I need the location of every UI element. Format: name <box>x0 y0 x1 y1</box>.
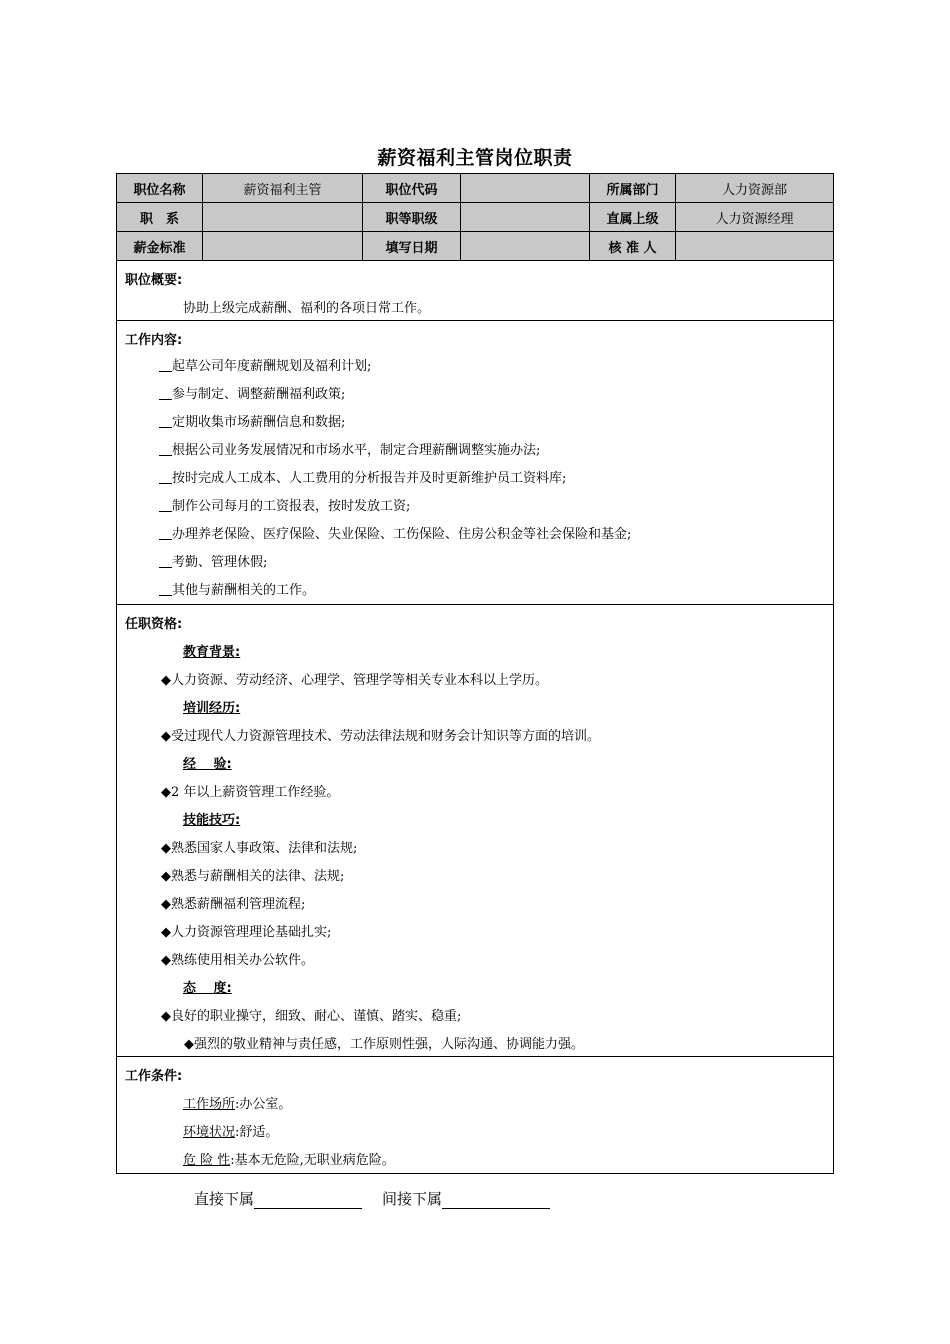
duty-item: 按时完成人工成本、人工费用的分析报告并及时更新维护员工资料库; <box>172 471 567 486</box>
header-row-2 <box>117 203 833 232</box>
label-salary-standard: 薪金标准 <box>117 232 203 260</box>
label-position-code: 职位代码 <box>363 174 461 202</box>
label-position-name: 职位名称 <box>117 174 203 202</box>
duty-item: 办理养老保险、医疗保险、失业保险、工伤保险、住房公积金等社会保险和基金; <box>172 527 632 542</box>
value-direct-supervisor: 人力资源经理 <box>676 203 833 231</box>
skill-item: ◆熟悉国家人事政策、法律和法规; <box>161 841 358 856</box>
duty-item: 考勤、管理休假; <box>172 555 268 570</box>
skill-item: ◆熟练使用相关办公软件。 <box>161 953 314 968</box>
overview-title: 职位概要: <box>125 273 183 288</box>
indirect-subordinates <box>382 1188 550 1209</box>
value-position-name: 薪资福利主管 <box>203 174 363 202</box>
header-row-3 <box>117 232 833 261</box>
education-text: ◆人力资源、劳动经济、心理学、管理学等相关专业本科以上学历。 <box>161 673 548 688</box>
skills-label: 技能技巧: <box>183 813 241 828</box>
skill-item: ◆熟悉薪酬福利管理流程; <box>161 897 306 912</box>
direct-subordinates-label: 直接下属 <box>194 1190 255 1208</box>
training-label: 培训经历: <box>183 701 241 716</box>
duties-section <box>117 321 833 605</box>
indirect-subordinates-field[interactable] <box>442 1193 550 1209</box>
duties-title: 工作内容: <box>125 333 183 348</box>
qualifications-section <box>117 605 833 1057</box>
condition-workplace: 工作场所:办公室。 <box>183 1097 292 1112</box>
value-job-family <box>203 203 363 231</box>
condition-hazard: 危 险 性:基本无危险,无职业病危险。 <box>183 1153 395 1168</box>
direct-subordinates-field[interactable] <box>254 1193 362 1209</box>
conditions-title: 工作条件: <box>125 1069 183 1084</box>
value-position-code <box>461 174 590 202</box>
duty-item: 定期收集市场薪酬信息和数据; <box>172 415 346 430</box>
indirect-subordinates-label: 间接下属 <box>382 1190 443 1208</box>
value-department: 人力资源部 <box>676 174 833 202</box>
attitude-item: ◆强烈的敬业精神与责任感，工作原则性强，人际沟通、协调能力强。 <box>184 1037 584 1052</box>
overview-section <box>117 261 833 321</box>
condition-environment: 环境状况:舒适。 <box>183 1125 279 1140</box>
duty-item: 制作公司每月的工资报表，按时发放工资; <box>172 499 411 514</box>
label-department: 所属部门 <box>590 174 676 202</box>
job-description-table <box>116 173 834 1174</box>
value-approver <box>676 232 833 260</box>
experience-text: ◆2 年以上薪资管理工作经验。 <box>161 785 340 800</box>
value-fill-date <box>461 232 590 260</box>
value-job-grade <box>461 203 590 231</box>
label-fill-date: 填写日期 <box>363 232 461 260</box>
label-approver: 核 准 人 <box>590 232 676 260</box>
attitude-label: 态 度: <box>183 981 232 996</box>
label-job-family: 职 系 <box>117 203 203 231</box>
header-row-1 <box>117 174 833 203</box>
skill-item: ◆人力资源管理理论基础扎实; <box>161 925 332 940</box>
duty-item: 根据公司业务发展情况和市场水平，制定合理薪酬调整实施办法; <box>172 443 541 458</box>
conditions-section <box>117 1057 833 1173</box>
duty-item: 其他与薪酬相关的工作。 <box>172 583 316 598</box>
qualifications-title: 任职资格: <box>125 617 183 632</box>
overview-text: 协助上级完成薪酬、福利的各项日常工作。 <box>183 301 431 316</box>
value-salary-standard <box>203 232 363 260</box>
page-title: 薪资福利主管岗位职责 <box>377 147 573 169</box>
attitude-item: ◆良好的职业操守，细致、耐心、谨慎、踏实、稳重; <box>161 1009 462 1024</box>
duty-item: 参与制定、调整薪酬福利政策; <box>172 387 346 402</box>
direct-subordinates <box>194 1188 362 1209</box>
duty-item: 起草公司年度薪酬规划及福利计划; <box>172 359 372 374</box>
education-label: 教育背景: <box>183 645 241 660</box>
skill-item: ◆熟悉与薪酬相关的法律、法规; <box>161 869 345 884</box>
training-text: ◆受过现代人力资源管理技术、劳动法律法规和财务会计知识等方面的培训。 <box>161 729 600 744</box>
label-direct-supervisor: 直属上级 <box>590 203 676 231</box>
experience-label: 经 验: <box>183 757 232 772</box>
label-job-grade: 职等职级 <box>363 203 461 231</box>
